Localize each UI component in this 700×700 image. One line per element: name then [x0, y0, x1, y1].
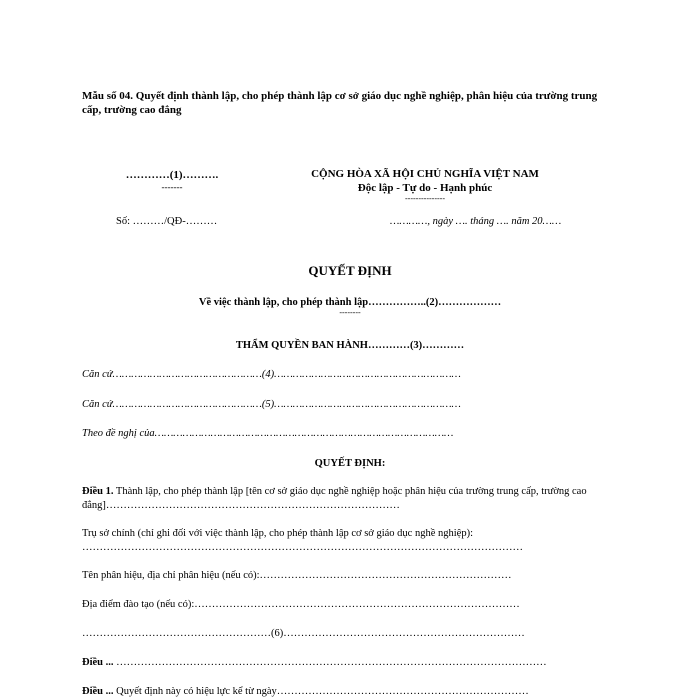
- motto-rule: ---------------: [405, 194, 445, 203]
- article-1-label: Điều 1.: [82, 486, 114, 497]
- document-subject: Về việc thành lập, cho phép thành lập……………..(2)………………: [198, 297, 502, 308]
- article-1-text: Thành lập, cho phép thành lập [tên cơ sở giáo dục nghề nghiệp hoặc phân hiệu của trường trung cấp, trường cao đẳng]…………………………………………………………………………: [82, 486, 587, 511]
- article-blank: [82, 657, 547, 668]
- form-title: Mẫu số 04. Quyết định thành lập, cho phép thành lập cơ sở giáo dục nghề nghiệp, phân hiệu của trường trung cấp, trường cao đẳng: [82, 90, 598, 116]
- document-number: Số: ………/QĐ-………: [116, 216, 218, 227]
- issuing-authority: THẨM QUYỀN BAN HÀNH…………(3)…………: [235, 340, 465, 351]
- country-name: CỘNG HÒA XÃ HỘI CHỦ NGHĨA VIỆT NAM: [311, 168, 539, 180]
- legal-basis-2: Căn cứ…………………………………………(5)……………………………………………………: [82, 399, 461, 410]
- document-title: QUYẾT ĐỊNH: [308, 263, 392, 278]
- headquarters-dots: ………………………………………………………………………………………………………………: [82, 542, 523, 553]
- proposal-basis: Theo đề nghị của……………………………………………………………………………………: [82, 428, 454, 439]
- headquarters-label: Trụ sở chính (chỉ ghi đối với việc thành lập, cho phép thành lập cơ sở giáo dục nghề nghiệp):: [82, 528, 473, 539]
- national-motto: Độc lập - Tự do - Hạnh phúc: [357, 182, 493, 194]
- subject-rule: --------: [339, 308, 361, 317]
- training-location-line: Địa điểm đào tạo (nếu có):…………………………………………………………………………………: [82, 599, 520, 610]
- article-1: [82, 485, 617, 513]
- item-6-line: ………………………………………………(6)……………………………………………………………: [82, 628, 525, 639]
- article-effective: [82, 686, 529, 697]
- article-blank-dots: ……………………………………………………………………………………………………………: [113, 657, 547, 668]
- legal-basis-1: Căn cứ…………………………………………(4)……………………………………………………: [82, 369, 461, 380]
- branch-line: Tên phân hiệu, địa chỉ phân hiệu (nếu có):………………………………………………………………: [82, 570, 512, 581]
- article-blank-label: Điều ...: [82, 657, 114, 668]
- agency-rule: -------: [161, 182, 183, 192]
- article-effective-label: Điều ...: [82, 686, 114, 697]
- place-date-line: …………, ngày …. tháng …. năm 20……: [390, 216, 562, 227]
- article-effective-text: Quyết định này có hiệu lực kể từ ngày………………………………………………………………: [113, 686, 529, 697]
- decision-heading: QUYẾT ĐỊNH:: [314, 458, 386, 469]
- issuing-agency: …………(1)……….: [125, 169, 219, 181]
